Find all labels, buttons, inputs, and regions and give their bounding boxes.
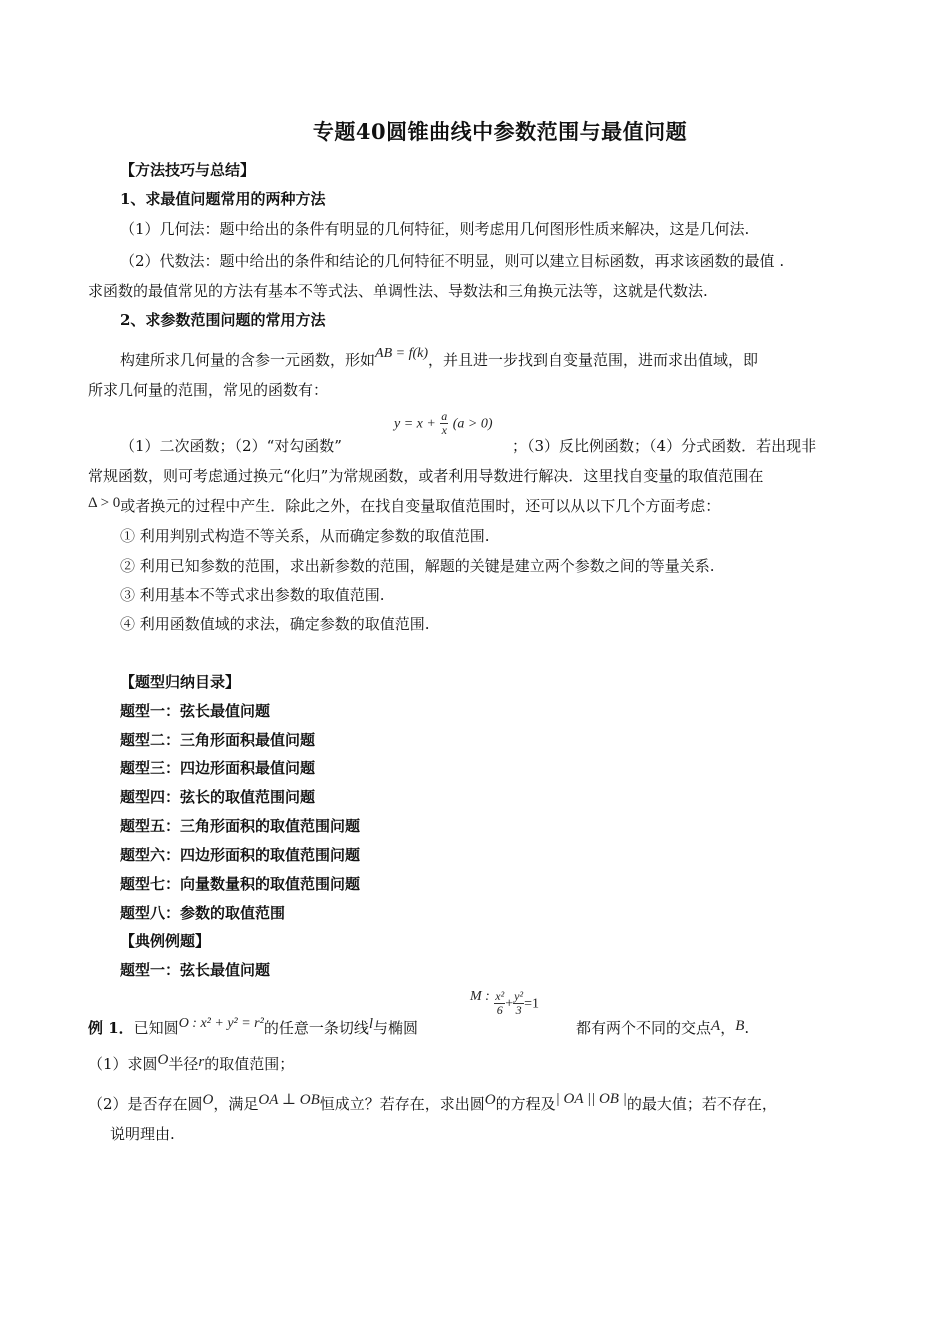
- paragraph-geometry-method: （1）几何法：题中给出的条件有明显的几何特征，则考虑用几何图形性质来解决，这是几何法.: [120, 220, 750, 238]
- text: 已知圆: [133, 1019, 179, 1037]
- paragraph-function-types-2: ；（3）反比例函数；（4）分式函数．若出现非: [512, 437, 817, 455]
- formula-condition: (a > 0): [452, 416, 493, 432]
- text: 与椭圆: [373, 1019, 419, 1037]
- text: 半径: [168, 1055, 199, 1073]
- point-a: A: [711, 1018, 721, 1034]
- text: 或者换元的过程中产生．除此之外，在找自变量取值范围时，还可以从以下几个方面考虑：: [120, 497, 721, 515]
- list-item: ① 利用判别式构造不等关系，从而确定参数的取值范围.: [120, 527, 490, 545]
- fraction-numerator: a: [441, 409, 448, 423]
- formula-ellipse-frac-x: [494, 990, 505, 1017]
- fraction-denominator: x: [441, 423, 447, 437]
- formula-ellipse-frac-y: [513, 990, 524, 1017]
- formula-delta: Δ > 0: [88, 495, 121, 511]
- example-label: 例 1．: [88, 1019, 134, 1037]
- formula-l: l: [368, 1016, 374, 1032]
- list-item: ③ 利用基本不等式求出参数的取值范围.: [120, 586, 385, 604]
- catalog-item: 题型五：三角形面积的取值范围问题: [120, 817, 361, 835]
- symbol-r: r: [198, 1054, 205, 1070]
- paragraph-construct-function-cont: 所求几何量的范围，常见的函数有：: [88, 381, 329, 399]
- text: 的方程及: [495, 1095, 556, 1113]
- fraction-denominator: 6: [496, 1003, 503, 1017]
- text: ，: [720, 1019, 736, 1037]
- text: .: [744, 1019, 750, 1037]
- formula-fraction: [440, 410, 448, 437]
- text: （2）是否存在圆: [88, 1095, 203, 1113]
- paragraph-function-types-4: [88, 496, 720, 517]
- section-methods-heading: 【方法技巧与总结】: [120, 161, 256, 179]
- text: ，并且进一步找到自变量范围，进而求出值域，即: [428, 351, 759, 369]
- question-1: [88, 1054, 294, 1075]
- heading-2: 2、求参数范围问题的常用方法: [120, 311, 326, 329]
- example-1-tail: [576, 1018, 749, 1039]
- catalog-item: 题型六：四边形面积的取值范围问题: [120, 846, 361, 864]
- question-type-heading: 题型一：弦长最值问题: [120, 961, 271, 979]
- formula-circle: O : x² + y² = r²: [178, 1016, 264, 1031]
- section-examples-heading: 【典例例题】: [120, 932, 211, 950]
- formula-ellipse-name: M :: [470, 988, 490, 1004]
- catalog-item: 题型二：三角形面积最值问题: [120, 731, 316, 749]
- example-1: [88, 1018, 418, 1040]
- symbol-o: O: [484, 1092, 496, 1108]
- list-item: ② 利用已知参数的范围，求出新参数的范围，解题的关键是建立两个参数之间的等量关系.: [120, 557, 715, 575]
- text: 的最大值；若不存在，: [626, 1095, 777, 1113]
- formula-ellipse-eq: =1: [524, 996, 539, 1012]
- catalog-item: 题型八：参数的取值范围: [120, 904, 286, 922]
- formula-hook-function: [394, 410, 493, 437]
- catalog-item: 题型三：四边形面积最值问题: [120, 759, 316, 777]
- text: 恒成立？若存在，求出圆: [319, 1095, 485, 1113]
- paragraph-algebra-method-cont: 求函数的最值常见的方法有基本不等式法、单调性法、导数法和三角换元法等，这就是代数法.: [88, 282, 708, 300]
- page-title: 专题40圆锥曲线中参数范围与最值问题: [312, 119, 688, 144]
- symbol-o: O: [202, 1092, 214, 1108]
- text: （1）求圆: [88, 1055, 158, 1073]
- formula-perpendicular: OA ⊥ OB: [258, 1092, 320, 1108]
- heading-1: 1、求最值问题常用的两种方法: [120, 190, 326, 208]
- text: 构建所求几何量的含参一元函数，形如: [120, 351, 376, 369]
- fraction-denominator: 3: [515, 1003, 522, 1017]
- paragraph-function-types-3: 常规函数，则可考虑通过换元“化归”为常规函数，或者利用导数进行解决．这里找自变量的取值范围在: [88, 467, 764, 485]
- fraction-numerator: y²: [514, 989, 524, 1003]
- section-catalog-heading: 【题型归纳目录】: [120, 673, 241, 691]
- formula-ab-fk: AB = f(k): [375, 346, 428, 361]
- question-2: [88, 1091, 777, 1115]
- question-2-cont: 说明理由.: [110, 1125, 175, 1143]
- paragraph-algebra-method: （2）代数法：题中给出的条件和结论的几何特征不明显，则可以建立目标函数，再求该函数的最值 .: [120, 252, 785, 270]
- text: 都有两个不同的交点: [576, 1019, 712, 1037]
- formula-y: y = x +: [394, 416, 436, 432]
- formula-abs-product: | OA || OB |: [555, 1091, 627, 1107]
- text: ，满足: [213, 1095, 259, 1113]
- symbol-o: O: [157, 1052, 169, 1068]
- text: 的取值范围；: [204, 1055, 295, 1073]
- text: 的任意一条切线: [263, 1019, 369, 1037]
- catalog-item: 题型四：弦长的取值范围问题: [120, 788, 316, 806]
- catalog-item: 题型一：弦长最值问题: [120, 702, 271, 720]
- catalog-item: 题型七：向量数量积的取值范围问题: [120, 875, 361, 893]
- formula-ellipse: M : $\frac{\text{x²}}{6}$ + $\frac{\text{y²}}{3}$ =1: [470, 988, 539, 1017]
- paragraph-function-types-1: （1）二次函数；（2）“对勾函数”: [120, 437, 342, 455]
- point-b: B: [735, 1018, 745, 1034]
- paragraph-construct-function: [120, 346, 759, 372]
- list-item: ④ 利用函数值域的求法，确定参数的取值范围.: [120, 615, 430, 633]
- fraction-numerator: x²: [495, 989, 505, 1003]
